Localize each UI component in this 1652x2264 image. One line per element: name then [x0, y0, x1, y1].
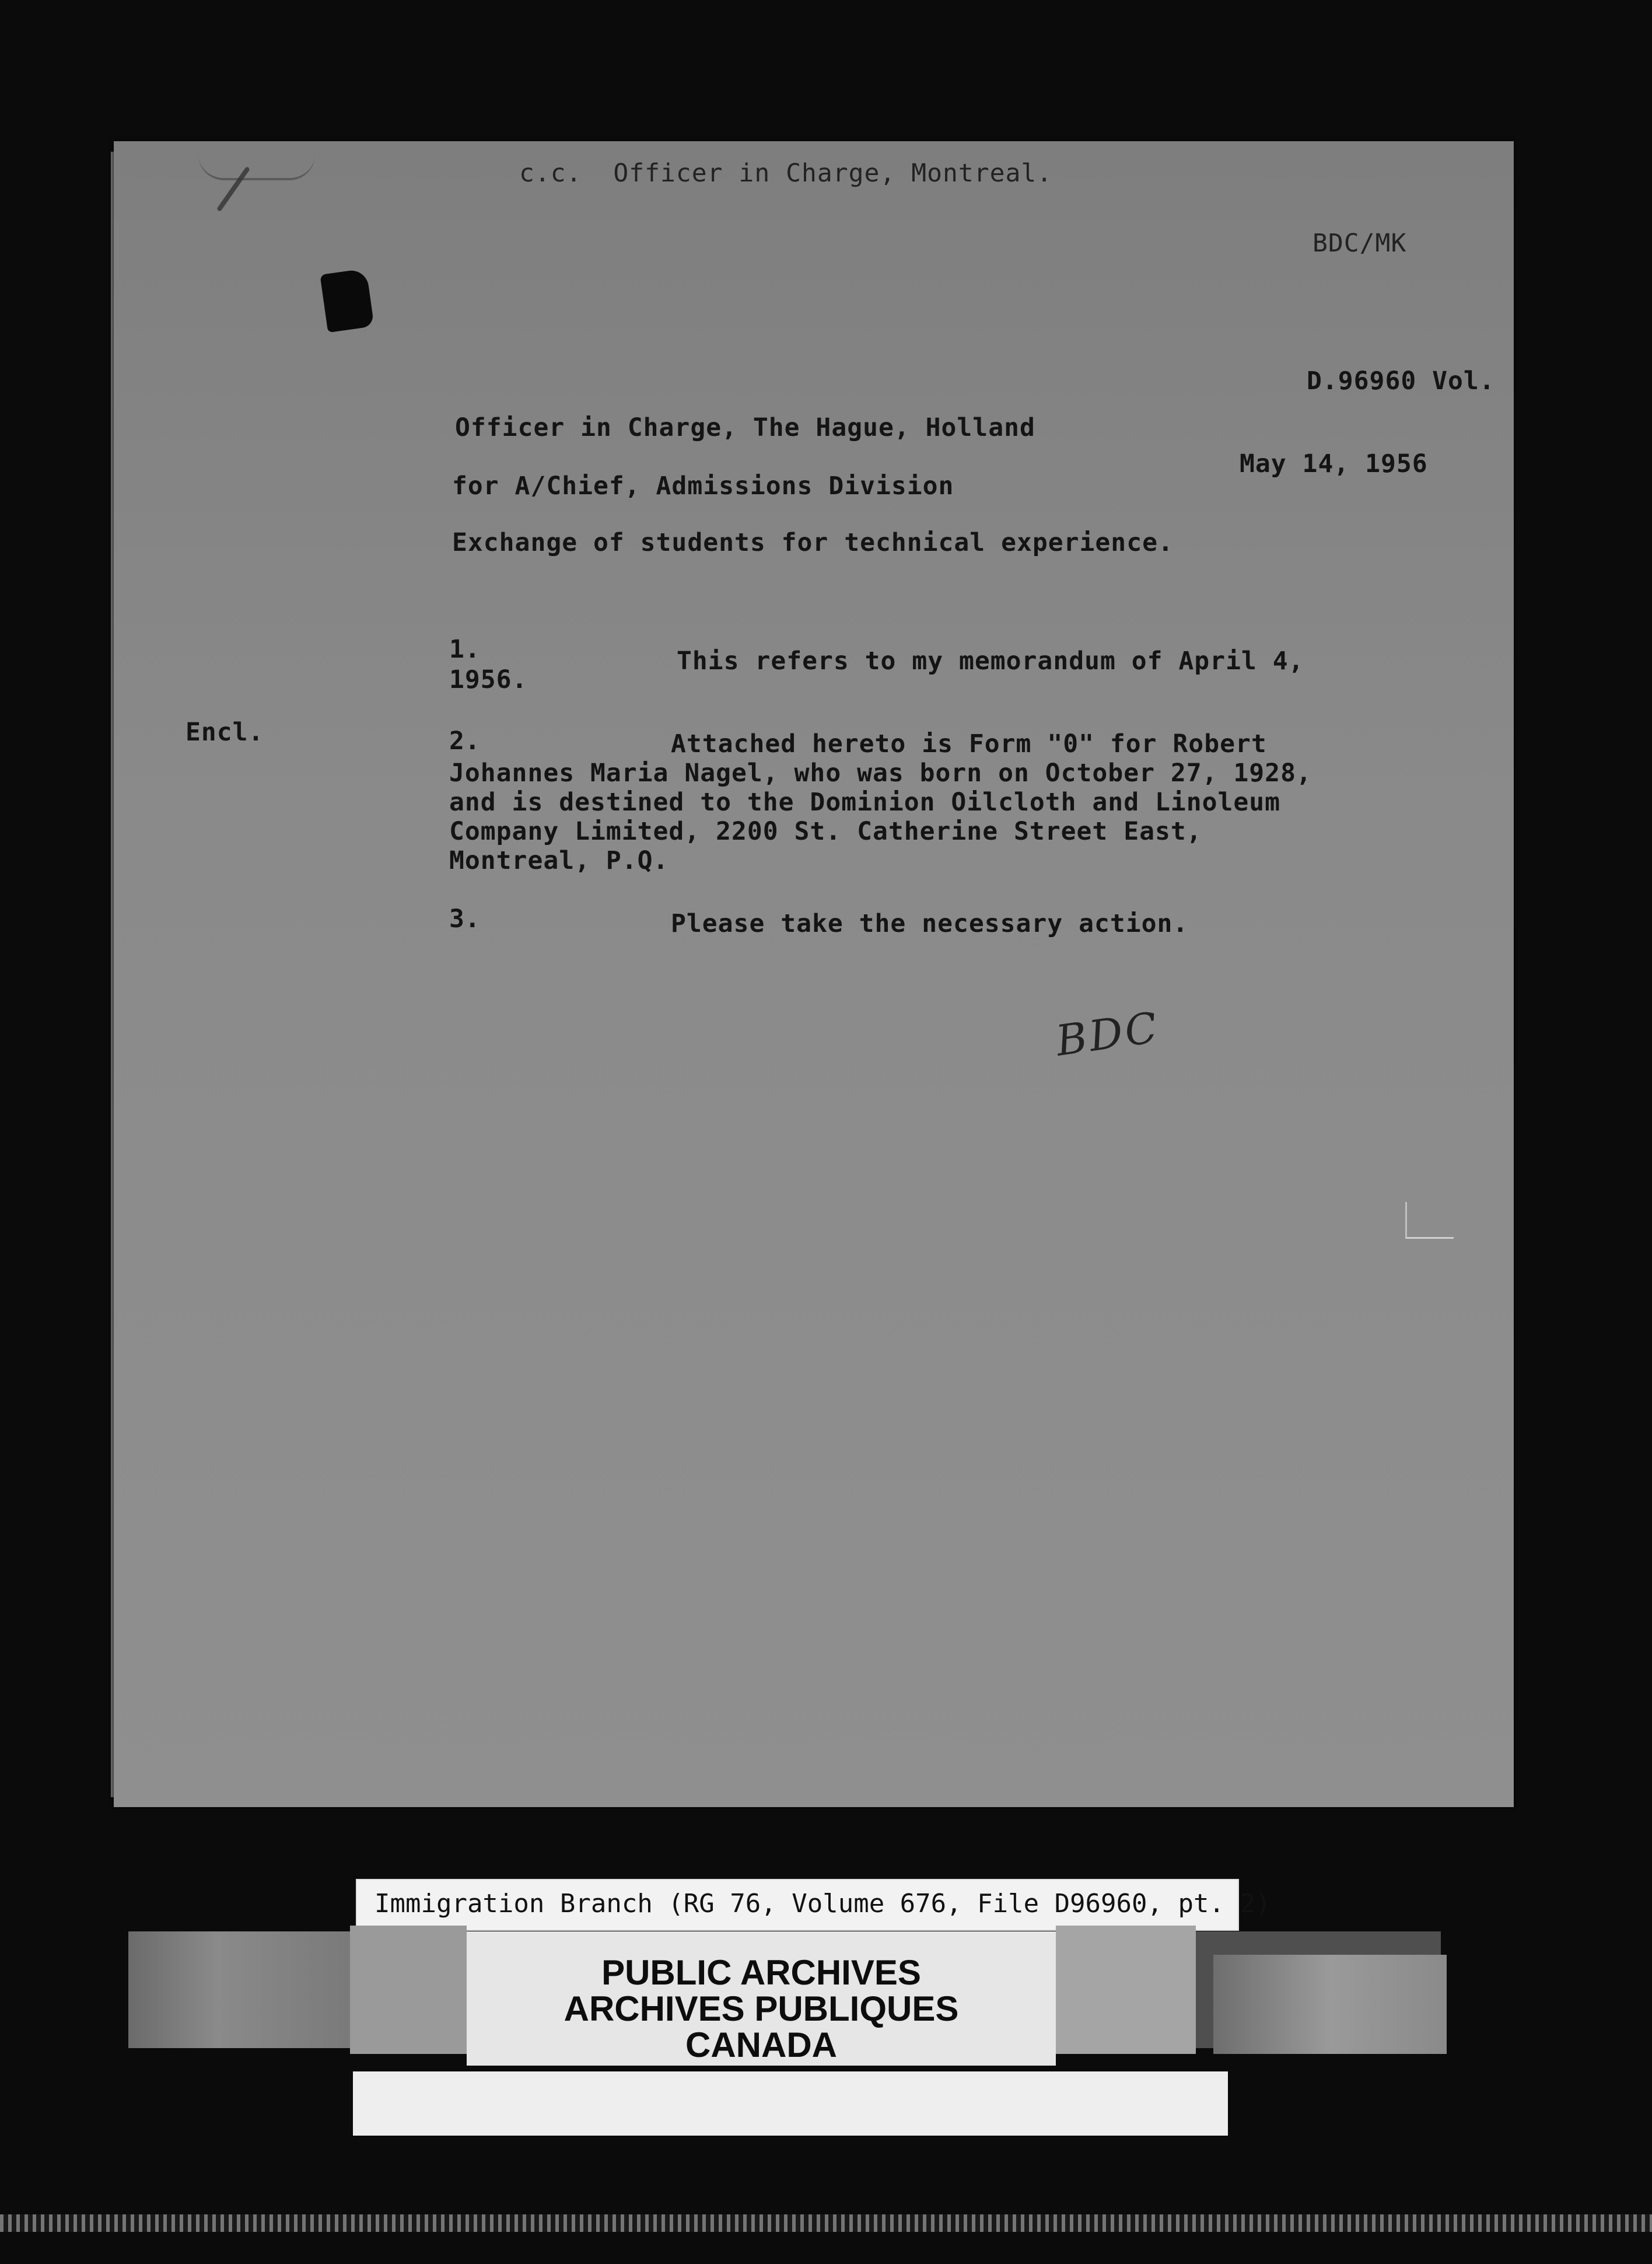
film-strip-left [128, 1931, 350, 2048]
margin-note-enclosure: Encl. [186, 718, 264, 747]
film-strip-segment [350, 1926, 467, 2054]
stamp-line-2: ARCHIVES PUBLIQUES [564, 1989, 959, 2028]
paper-scratch [1405, 1202, 1454, 1239]
memo-subject: Exchange of students for technical experience. [452, 528, 1174, 557]
film-strip-segment [1056, 1926, 1196, 2054]
stamp-line-3: CANADA [685, 2025, 837, 2064]
reference-code: BDC/MK [1312, 229, 1407, 258]
paragraph-2-line-2: Johannes Maria Nagel, who was born on October 27, 1928, [449, 759, 1312, 788]
blank-label-bar [353, 2071, 1228, 2136]
paragraph-2-number: 2. [449, 726, 481, 756]
memo-to: Officer in Charge, The Hague, Holland [455, 413, 1035, 442]
file-number: D.96960 Vol. [1307, 366, 1495, 396]
memo-from: for A/Chief, Admissions Division [452, 471, 954, 501]
public-archives-stamp [467, 1931, 1056, 2066]
handwritten-initials: BDC [1053, 1002, 1163, 1065]
paragraph-3-number: 3. [449, 904, 481, 934]
paragraph-1-line-2: 1956. [449, 665, 528, 694]
paragraph-2-line-3: and is destined to the Dominion Oilcloth and Linoleum [449, 788, 1281, 817]
memo-date: May 14, 1956 [1240, 449, 1428, 478]
cc-line: c.c. Officer in Charge, Montreal. [519, 159, 1053, 188]
film-edge [0, 2214, 1652, 2232]
film-strip-right [1213, 1955, 1447, 2054]
paragraph-3-line-1: Please take the necessary action. [671, 909, 1189, 938]
paragraph-2-line-5: Montreal, P.Q. [449, 846, 669, 875]
paragraph-2-line-1: Attached hereto is Form "0" for Robert [671, 729, 1267, 759]
archive-reference-label [356, 1879, 1271, 1931]
paragraph-2-line-4: Company Limited, 2200 St. Catherine Street East, [449, 817, 1202, 846]
pencil-scribble [198, 155, 315, 180]
paragraph-1-line-1: This refers to my memorandum of April 4, [677, 647, 1304, 676]
paragraph-1-number: 1. [449, 635, 481, 664]
stamp-line-1: PUBLIC ARCHIVES [601, 1953, 921, 1992]
memo-page [114, 141, 1514, 1807]
archive-reference-text: Immigration Branch (RG 76, Volume 676, File D96960, pt. 2) [374, 1889, 1271, 1919]
